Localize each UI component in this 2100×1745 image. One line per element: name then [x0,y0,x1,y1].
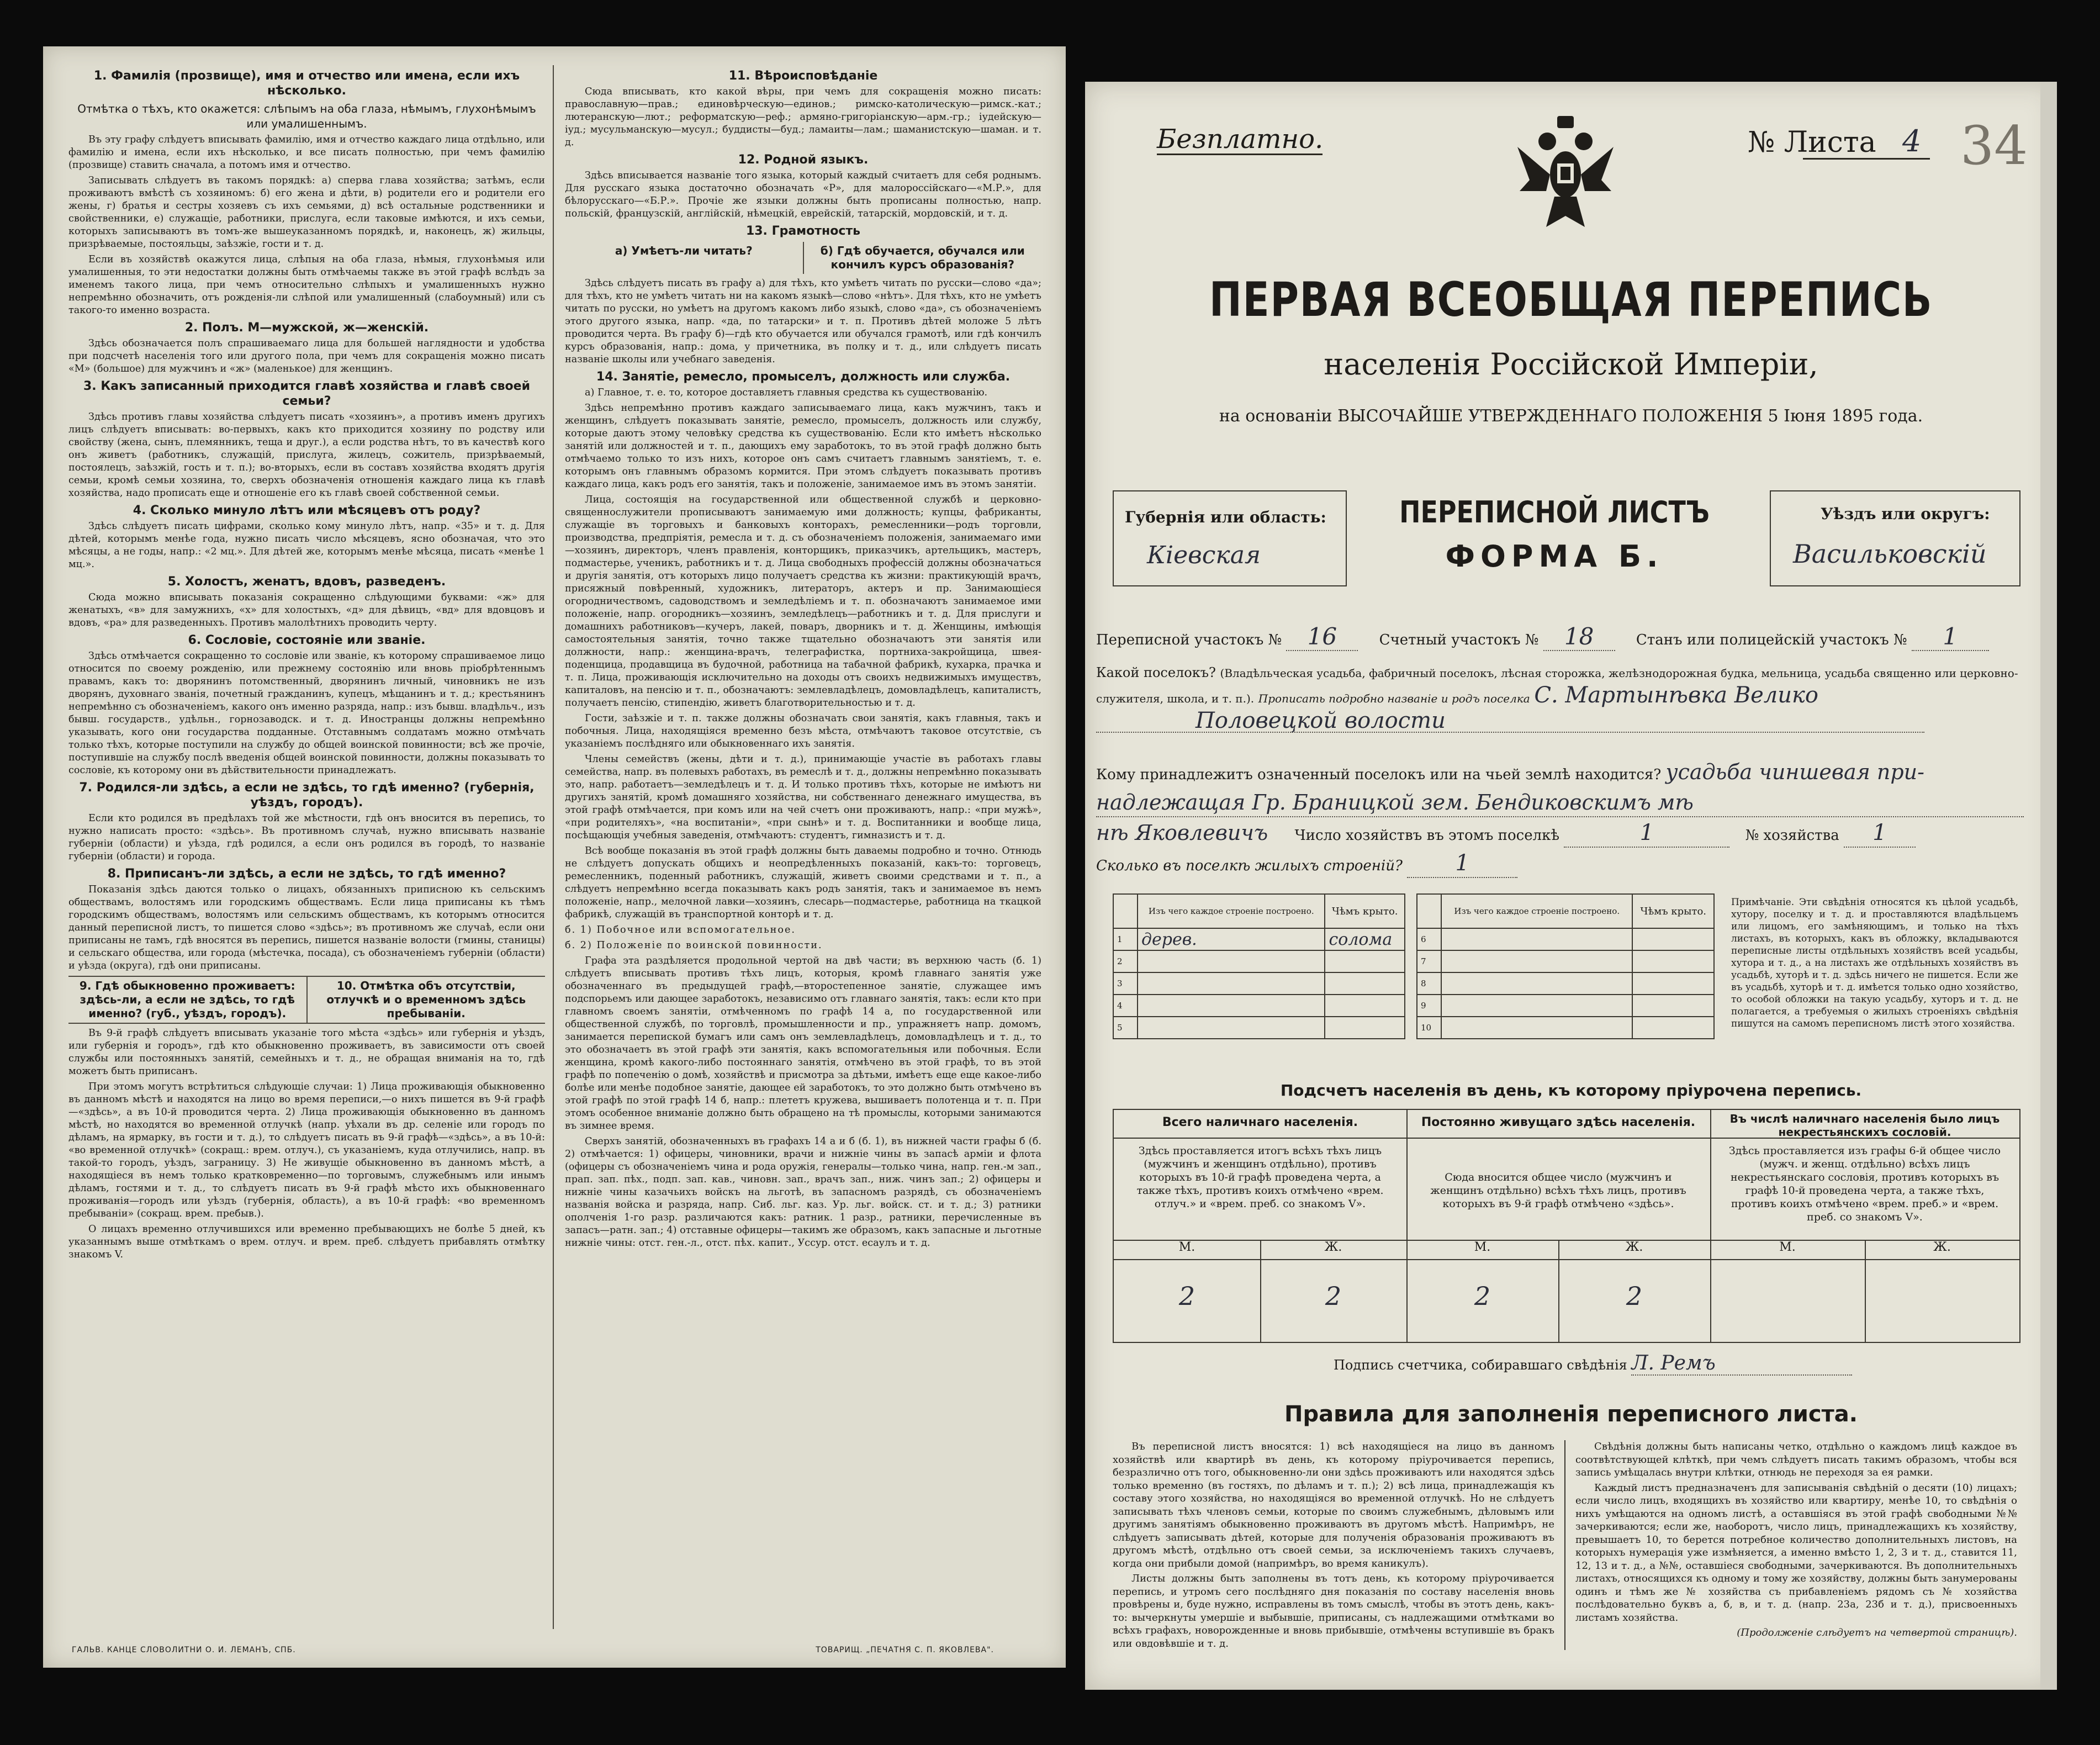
divider [1114,1138,1406,1139]
rules-paragraph: Въ переписной листъ вносятся: 1) всѣ находящіеся на лицо въ данномъ хозяйствѣ или квартирѣ въ день, къ которому пріурочивается перепись, безразлично отъ того, обыкновенно-ли они здѣсь проживаютъ или находятся здѣсь только временно (въ гостяхъ, по дѣламъ и т. п.); 2) всѣ лица, принадлежащія къ составу этого хозяйства, но находящіяся во временной отлучкѣ. Но не слѣдуетъ записывать тѣхъ членовъ семьи, которые по своимъ служебнымъ, дѣловымъ или другимъ занятіямъ обыкновенно проживаютъ въ другомъ мѣстѣ. Напримѣръ, не слѣдуетъ записывать дѣтей, которые для полученія образованія проживаютъ въ другомъ мѣстѣ, отдѣльно отъ своей семьи, за исключеніемъ такихъ случаевъ, когда они прибыли домой (напримѣръ, во время каникулъ). [1113,1441,1554,1569]
count-header-1: Всего наличнаго населенія. [1162,1115,1358,1129]
count-desc-2: Сюда вносится общее число (мужчинъ и женщинъ отдѣльно) всѣхъ тѣхъ лицъ, противъ которыхъ въ 9-й графѣ отмѣчено «здѣсь». [1430,1171,1686,1210]
paragraph: Записывать слѣдуетъ въ такомъ порядкѣ: а) сперва глава хозяйства; затѣмъ, если проживаютъ вмѣстѣ съ хозяиномъ: б) его жена и дѣти, в) родители его и родители его жены, г) братья и сестры хозяевъ съ ихъ семьями, д) всѣ остальные родственники и свойственники, е) служащіе, работники, прислуга, если таковые имѣются, и ихъ семьи, которыхъ записываютъ въ томъ-же вышеуказанномъ порядкѣ, и, наконецъ, ж) жильцы, призрѣваемые, постояльцы, заѣзжіе, гости и т. д. [68,175,545,250]
section-5-title: 5. Холостъ, женатъ, вдовъ, разведенъ. [167,575,446,589]
paragraph: Здѣсь непремѣнно противъ каждаго записываемаго лица, какъ мужчинъ, такъ и женщинъ, слѣдуетъ показывать занятіе, ремесло, промыселъ, должность или службу, которые даютъ этому человѣку средства къ существованію. Если кто имѣетъ нѣсколько занятій или должностей и т. п., дающихъ ему заработокъ, то въ этой графѣ должно быть отмѣчаемо только то изъ нихъ, которое онъ самъ считаетъ главнымъ занятіемъ, т. е. которымъ онъ главнымъ образомъ кормится. При этомъ слѣдуетъ показывать противъ каждаго лица, какъ родъ его занятія, такъ и положеніе, занимаемое имъ въ этомъ занятіи. [565,403,1041,490]
district-label: Переписной участокъ № [1096,632,1282,648]
section-1-title: 1. Фамилія (прозвище), имя и отчество или имена, если ихъ нѣсколько. [93,69,520,98]
settlement-value-1: С. Мартынѣвка Велико [1534,683,1818,708]
census-title: ПЕРВАЯ ВСЕОБЩАЯ ПЕРЕПИСЬ [1209,272,1933,327]
paragraph: При этомъ могутъ встрѣтиться слѣдующіе случаи: 1) Лица проживающія обыкновенно въ данномъ мѣстѣ и находятся на лицо во время переписи,—о нихъ пишется въ 9-й графѣ—«здѣсь», а въ 10-й проводится черта. 2) Лица проживающія обыкновенно въ данномъ мѣстѣ, но находятся во временной отлучкѣ (напр. уѣхали въ др. селеніе или городъ по дѣламъ, на ярмарку, въ гости и т. д.), то слѣдуетъ писать въ 9-й графѣ—«здѣсь», а въ 10-й: «во временной отлучкѣ» (сокращ.: врем. отлуч.), съ указаніемъ, куда отлучились, напр. въ такой-то городъ, уѣздъ, заграницу. 3) Не живущіе обыкновенно въ данномъ мѣстѣ, а находящіеся въ немъ только кратковременно—по торговымъ, служебнымъ или инымъ дѣламъ, гостями и т. д., то слѣдуетъ писать въ 9-й графѣ мѣсто ихъ обыкновеннаго проживанія—городъ или уѣздъ (губернія, область), а въ 10-й графѣ: «во временномъ пребываніи» (сокращ. врем. пребыв.). [68,1081,545,1219]
section-13b: б) Гдѣ обучается, обучался или кончилъ курсъ образованія? [803,242,1042,274]
count-desc-3: Здѣсь проставляется изъ графы 6-й общее число (мужч. и женщ. отдѣльно) всѣхъ лицъ некрестьянскаго сословія, противъ которыхъ въ графѣ 10-й проведена черта, а также тѣхъ, противъ коихъ отмѣчено «врем. преб.» и «врем. преб. со знакомъ V». [1728,1145,2001,1223]
total-female-value: 2 [1325,1281,1342,1311]
free-underline [1157,154,1323,155]
row-number: 2 [1113,950,1138,972]
paragraph: Лица, состоящія на государственной или общественной службѣ и церковно-священнослужители прописываютъ занимаемую ими должность; купцы, фабриканты, служащіе въ торговыхъ и банковыхъ конторахъ, ремесленники—родъ торговли, производства, предпріятія, ремесла и т. д. съ обозначеніемъ положенія, занимаемаго ими—хозяинъ, директоръ, членъ правленія, конторщикъ, приказчикъ, артельщикъ, мастеръ, подмастерье, ученикъ, работникъ и т. д. Лица свободныхъ профессій должны обозначаться и другія занятія, отъ которыхъ лицо получаетъ средства къ жизни: практикующій врачъ, присяжный повѣренный, художникъ, литераторъ, актеръ и пр. Занимающіеся огородничествомъ, садоводствомъ и земледѣліемъ и т. п. обозначаютъ занимаемое ими положеніе, напр. огородникъ—хозяинъ, земледѣлецъ—работникъ и т. д. Для прислуги и домашнихъ работниковъ—кучеръ, лакей, поваръ, дворникъ и т. д. Женщины, имѣющія самостоятельныя занятія, точно также тщательно обозначаютъ эти занятія или должности, напр.: женщина-врачъ, телеграфистка, портниха-закройщица, швея-поденщица, продавщица въ будочной, работница на табачной фабрикѣ, кухарка, прачка и т. п. Лица, проживающія исключительно на доходы отъ своихъ недвижимыхъ имуществъ, капиталовъ, на пенсію и т. п., обозначаютъ: землевладѣлецъ, домовладѣлецъ, капиталистъ, получаетъ пенсію, стипендію, живетъ благотворительностью и т. д. [565,494,1041,708]
row-number: 4 [1113,995,1138,1017]
paragraph: Если кто родился въ предѣлахъ той же мѣстности, гдѣ онъ вносится въ перепись, то нужно написать просто: «здѣсь». Въ противномъ случаѣ, нужно вписывать названіе губерніи (области) и уѣзда, гдѣ родился, а если онъ родился въ городѣ, то названіе губерніи (области) и города. [68,813,545,862]
rules-continuation: (Продолженіе слѣдуетъ на четвертой страницѣ). [1737,1627,2017,1638]
building-1-material: дерев. [1138,928,1325,950]
rules-column-2 [1575,1440,2017,1642]
households-value: 1 [1564,819,1729,848]
paragraph: Сюда вписывать, кто какой вѣры, при чемъ для сокращенія можно писать: православную—прав.; единовѣрческую—единов.; римско-католическую—римск.-кат.; лютеранскую—лют.; реформатскую—реф.; армяно-григоріанскую—арм.-гр.; іудейскую—іуд.; мусульманскую—мусул.; буддисты—буд.; ламаиты—лам.; шаманистскую—шаман. и т. д. [565,86,1041,148]
rules-paragraph: Свѣдѣнія должны быть написаны четко, отдѣльно о каждомъ лицѣ каждое въ соотвѣтствующей клѣткѣ, при чемъ слѣдуетъ писать такимъ образомъ, чтобы вся запись умѣщалась внутри клѣтки, отнюдь не переходя за ея рамки. [1575,1441,2017,1478]
section-3-title: 3. Какъ записанный приходится главѣ хозяйства и главѣ своей семьи? [83,379,530,408]
form-subtitle: ФОРМА Б. [1445,539,1664,574]
buildings-value: 1 [1407,849,1517,878]
section-9-title: 9. Гдѣ обыкновенно проживаетъ: здѣсь-ли, а если не здѣсь, то гдѣ именно? (губ., уѣздъ, городъ). [79,979,295,1020]
owner-value-2: надлежащая Гр. Браницкой зем. Бендиковскимъ мѣ [1096,789,2024,817]
buildings-header-material: Изъ чего каждое строеніе построено. [1138,894,1325,928]
count-desc-1: Здѣсь проставляется итогъ всѣхъ тѣхъ лицъ (мужчинъ и женщинъ отдѣльно), противъ которыхъ въ 10-й графѣ проведена черта, а также тѣхъ, противъ коихъ отмѣчено «врем. отлуч.» и «врем. преб. со знакомъ V». [1136,1145,1384,1210]
count-header-3: Въ числѣ наличнаго населенія было лицъ некрестьянскихъ сословій. [1729,1112,2000,1139]
rules-paragraph: Каждый листъ предназначенъ для записыванія свѣдѣній о десяти (10) лицахъ; если число лицъ, входящихъ въ хозяйство или квартиру, менѣе 10, то свѣдѣнія о нихъ умѣщаются на одномъ листѣ, а оставшіяся въ этой графѣ свободными №№ зачеркиваются; если же, наоборотъ, число лицъ, принадлежащихъ къ хозяйству, превышаетъ 10, то берется потребное количество дополнительныхъ листовъ, на которыхъ нумерація уже измѣняется, а именно вмѣсто 1, 2, 3 и т. д., ставится 11, 12, 13 и т. д., а №№, оставшіеся свободными, зачеркиваются. Въ дополнительныхъ листахъ, относящихся къ одному и тому же хозяйству, должны быть занумерованы одинъ и тѣмъ же № хозяйства съ прибавленіемъ рядомъ съ № хозяйства послѣдовательно буквъ а, б, в, и т. д. (напр. 23а, 23б и т. д.), присвоенныхъ листамъ хозяйства. [1575,1482,2017,1624]
double-headed-eagle-emblem [1513,108,1618,235]
household-number-label: № хозяйства [1745,827,1839,844]
pencil-page-number: 34 [1960,115,2028,177]
section-4-title: 4. Сколько минуло лѣтъ или мѣсяцевъ отъ роду? [133,504,481,517]
rules-column-1 [1113,1440,1554,1652]
household-number-value: 1 [1844,819,1916,848]
sheet-number-underline [1803,158,1930,160]
paragraph: О лицахъ временно отлучившихся или временно пребывающихъ не болѣе 5 дней, къ указаннымъ выше отмѣткамъ о врем. отлуч. и врем. преб. слѣдуетъ прибавлять отмѣтку знакомъ V. [68,1224,545,1260]
settlement-hint-2: Прописать подробно названіе и родъ поселка [1258,692,1530,705]
section-9-10-header [68,976,545,1024]
households-label: Число хозяйствъ въ этомъ поселкѣ [1294,827,1560,844]
signature-line [1334,1352,1852,1376]
count-column-1 [1114,1110,1408,1342]
female-label: Ж. [1625,1240,1643,1254]
paragraph: Члены семействъ (жены, дѣти и т. д.), принимающіе участіе въ работахъ главы семейства, напр. въ полевыхъ работахъ, въ ремеслѣ и т. д., должны непремѣнно показывать это, напр. работаетъ—земледѣлецъ и т. д. И только противъ тѣхъ, которые не имѣютъ ни другихъ занятій, кромѣ домашняго хозяйства, ни собственнаго денежнаго имущества, въ этой графѣ отмѣчается, при комъ или на чей счетъ они проживаютъ, напр.: «при мужѣ», «при родителяхъ», «на воспитаніи», «при сынѣ» и т. д. Воспитанники и вообще лица, посѣщающія учебныя заведенія, отмѣчаютъ: студентъ, гимназистъ и т. д. [565,754,1041,841]
owner-value-3: нѣ Яковлевичъ [1096,821,1268,845]
paragraph: Здѣсь слѣдуетъ писать цифрами, сколько кому минуло лѣтъ, напр. «35» и т. д. Для дѣтей, которымъ менѣе года, нужно писать число мѣсяцевъ, ясно обозначая, что это мѣсяцы, а не годы, напр.: «2 мц.». Для дѣтей же, которымъ менѣе мѣсяца, писать «менѣе 1 мц.». [68,521,545,570]
section-13-subheader [565,242,1041,274]
gubernia-label: Губернія или область: [1125,508,1326,526]
buildings-label: Сколько въ поселкѣ жилыхъ строеній? [1096,858,1403,874]
divider [1865,1240,1866,1342]
population-count-title: Подсчетъ населенія въ день, къ которому пріурочена перепись. [1280,1081,1862,1099]
paragraph: Здѣсь слѣдуетъ писать въ графу а) для тѣхъ, кто умѣетъ читать по русски—слово «да»; для тѣхъ, кто не умѣетъ читать ни на какомъ языкѣ—слово «нѣтъ». Для тѣхъ, кто не умѣетъ читать по русски, но умѣетъ на другомъ какомъ либо языкѣ, слово «да», съ обозначеніемъ этого другого языка, напр. «да, по татарски» и т. п. Противъ дѣтей моложе 5 лѣтъ проводится черта. Въ графу б)—гдѣ кто обучается или обучался грамотѣ, или гдѣ кончилъ курсъ образованія, напр.: дома, у причетника, въ полку и т. д., или слѣдуетъ писать названіе школы или учебнаго заведенія. [565,278,1041,365]
divider [1406,1259,1710,1260]
printer-imprint-right: ТОВАРИЩ. „ПЕЧАТНЯ С. П. ЯКОВЛЕВА". [816,1646,994,1654]
paragraph: Сюда можно вписывать показанія сокращенно слѣдующими буквами: «ж» для женатыхъ, «в» для замужнихъ, «х» для холостыхъ, «д» для дѣвицъ, «вд» для вдовцовъ и вдовъ, «ра» для разведенныхъ. Противъ малолѣтнихъ проводить черту. [68,592,545,628]
section-1-subtitle: Отмѣтка о тѣхъ, кто окажется: слѣпымъ на оба глаза, нѣмымъ, глухонѣмымъ или умалишеннымъ. [77,102,536,130]
paragraph: Если въ хозяйствѣ окажутся лица, слѣпыя на оба глаза, нѣмыя, глухонѣмыя или умалишенныя, то эти недостатки должны быть отмѣчаемы также въ этой графѣ вслѣдъ за именемъ такого лица, при чемъ относительно слѣпыхъ и умалишенныхъ нужно непремѣнно обозначить, отъ рожденія-ли слѣпой или умалишенный (слабоумный) или съ такого-то именно возраста. [68,254,545,316]
left-column-2 [553,65,1041,1629]
rules-title: Правила для заполненія переписного листа. [1284,1402,1858,1427]
male-label: М. [1779,1240,1796,1254]
form-title: ПЕРЕПИСНОЙ ЛИСТЪ [1399,495,1710,530]
paragraph: а) Главное, т. е. то, которое доставляетъ главныя средства къ существованію. [585,387,988,398]
owner-label: Кому принадлежитъ означенный поселокъ или на чьей землѣ находится? [1096,766,1662,783]
buildings-table-left [1113,893,1405,1039]
counting-value: 18 [1543,623,1615,651]
paragraph: Всѣ вообще показанія въ этой графѣ должны быть даваемы подробно и точно. Отнюдь не слѣдуетъ допускать общихъ и неопредѣленныхъ показаній, какъ-то: торговецъ, ремесленникъ, поденный работникъ, служащій, живетъ своими средствами и т. п., а слѣдуетъ непремѣнно всегда показывать какъ родъ занятія, такъ и занимаемое въ немъ положеніе, напр., мелочной лавки—хозяинъ, слесарь—подмастерье, работница на ткацкой фабрикѣ, служащій въ транспортной конторѣ и т. д. [565,845,1041,920]
right-page [1085,82,2057,1690]
male-label: М. [1178,1240,1196,1254]
female-label: Ж. [1324,1240,1342,1254]
district-value: 16 [1286,623,1358,651]
paragraph: Въ 9-й графѣ слѣдуетъ вписывать указаніе того мѣста «здѣсь» или губернія и уѣздъ, или губернія и городъ», гдѣ кто обыкновенно проживаетъ, въ зависимости отъ своей службы или постоянныхъ занятій, семейныхъ и т. д., не обращая вниманія на то, гдѣ можетъ быть приписанъ. [68,1028,545,1077]
buildings-table-right [1416,893,1715,1039]
divider [1710,1259,2019,1260]
form-header-row [1113,490,2018,584]
section-13a: а) Умѣетъ-ли читать? [615,244,753,257]
buildings-header-roof: Чѣмъ крыто. [1632,894,1714,928]
section-6-title: 6. Сословіе, состояніе или званіе. [188,633,426,647]
row-number: 10 [1417,1017,1441,1039]
total-male-value: 2 [1178,1281,1196,1311]
female-label: Ж. [1933,1240,1951,1254]
buildings-header-roof: Чѣмъ крыто. [1325,894,1405,928]
gubernia-box [1113,490,1347,586]
resident-male-value: 2 [1474,1281,1491,1311]
settlement-label: Какой поселокъ? [1096,665,1216,680]
population-count-table [1113,1109,2020,1343]
row-number: 1 [1113,928,1138,950]
section-14b1: б. 1) Побочное или вспомогательное. [565,924,796,935]
paragraph: Здѣсь отмѣчается сокращенно то сословіе или званіе, къ которому спрашиваемое лицо относится по своему рожденію, или прежнему состоянію или вновь пріобрѣтеннымъ правамъ, какъ то: дворянинъ потомственный, дворянинъ личный, чиновникъ не изъ дворянъ, духовнаго званія, почетный гражданинъ, купецъ, мѣщанинъ и т. д.; крестьянинъ непремѣнно съ обозначеніемъ, какого онъ именно разряда, напр.: изъ бывш. владѣльч., изъ бывш. государств., удѣльн., горнозаводск. и т. д. Иностранцы должны непремѣнно указывать, кого они государства подданные. Отставнымъ солдатамъ можно отмѣчать только тѣхъ, которые поступили на службу до общей воинской повинности; всѣ же прочіе, поступившіе на службу послѣ введенія общей воинской повинности, должны показывать то сословіе, къ которому они въ дѣйствительности принадлежатъ. [68,651,545,776]
stan-label: Станъ или полицейскій участокъ № [1636,632,1907,648]
paragraph: Сверхъ занятій, обозначенныхъ въ графахъ 14 а и б (б. 1), въ нижней части графы б (б. 2) отмѣчается: 1) офицеры, чиновники, врачи и нижніе чины въ запасѣ арміи и флота (офицеры съ обозначеніемъ чина и рода оружія, генералы—только чина, напр. ген.-м зап., прап. зап. пѣх., подп. зап. кав., чиновн. зап., врачъ зап., ниж. чинъ зап.; 2) офицеры и нижніе чины казачьихъ войскъ на льготѣ, въ запасномъ разрядѣ, съ обозначеніемъ названія войска и разряда, напр. Сиб. льг. каз. Ур. льг. войск. ст. и т. д.; 3) ратники ополченія 1-го разр. различаются какъ: ратник. 1 разр., ратники, перечисленные въ запасъ—ратн. зап.; 4) отставные офицеры—такимъ же образомъ, какъ запасные и льготные нижніе чины: отст. ген.-л., отст. пѣх. капит., Уссур. отст. есаулъ и т. д. [565,1136,1041,1249]
uezd-value: Васильковскій [1793,539,1987,569]
resident-female-value: 2 [1626,1281,1643,1311]
gubernia-value: Кіевская [1147,541,1261,569]
paragraph: Здѣсь противъ главы хозяйства слѣдуетъ писать «хозяинъ», а противъ именъ другихъ лицъ слѣдуетъ вписывать: во-первыхъ, какъ кто приходится хозяину по родству или свойству (жена, сынъ, племянникъ, теща и друг.), а если родства нѣтъ, то въ качествѣ кого онъ живетъ (работникъ, служащій, прислуга, жилецъ, сожитель, призрѣваемый, постоялецъ, заѣзжій, гость и т. п.); во-вторыхъ, если въ составъ хозяйства входятъ другія семьи, кромѣ семьи хозяина, то, сверхъ обозначенія отношенія каждаго лица къ главѣ хозяйства, надо прописать еще и отношеніе его къ главѣ своей собственной семьи. [68,411,545,499]
signature-value: Л. Ремъ [1631,1352,1852,1376]
free-label: Безплатно. [1157,124,1324,155]
building-1-roof: солома [1325,928,1405,950]
row-number: 9 [1417,995,1441,1017]
count-header-2: Постоянно живущаго здѣсь населенія. [1421,1115,1696,1129]
paragraph: Гости, заѣзжіе и т. п. также должны обозначать свои занятія, какъ главныя, такъ и побочныя. Лица, находящіяся временно безъ мѣста, отмѣчаютъ таковое отсутствіе, съ указаніемъ послѣдняго или обыкновеннаго ихъ занятія. [565,713,1041,749]
row-number: 7 [1417,950,1441,972]
counting-label: Счетный участокъ № [1379,632,1539,648]
row-number: 6 [1417,928,1441,950]
owner-value-1: усадьба чиншевая при- [1665,760,1924,784]
settlement-value-2: Половецкой волости [1096,710,1924,733]
section-14-title: 14. Занятіе, ремесло, промыселъ, должность или служба. [596,370,1011,384]
paragraph: Здѣсь обозначается полъ спрашиваемаго лица для большей наглядности и удобства при подсчетѣ населенія того или другого пола, при чемъ для сокращенія можно писать «М» (большое) для мужчинъ и «ж» (маленькое) для женщинъ. [68,338,545,374]
left-column-1 [68,65,545,1629]
section-7-title: 7. Родился-ли здѣсь, а если не здѣсь, то гдѣ именно? (губернія, уѣздъ, городъ). [79,781,535,810]
section-10-title: 10. Отмѣтка объ отсутствіи, отлучкѣ и о временномъ здѣсь пребываніи. [306,977,546,1023]
divider [1114,1259,1406,1260]
count-column-2 [1406,1110,1711,1342]
stan-value: 1 [1912,623,1989,651]
paragraph: Показанія здѣсь даются только о лицахъ, обязанныхъ приписною къ сельскимъ обществамъ, волостямъ или городскимъ обществамъ. Если лица приписаны къ тѣмъ городскимъ обществамъ, волостямъ или сельскимъ обществамъ, къ которымъ относится данный переписной листъ, то пишется слово «здѣсь»; въ противномъ же случаѣ, если они приписаны не тамъ, гдѣ вносятся въ перепись, пишется названіе волости (гмины, станицы) и сельскаго общества, или города (мѣстечка, посада), съ обозначеніемъ губерніи (области) и уѣзда (округа), гдѣ они приписаны. [68,884,545,971]
rules-paragraph: Листы должны быть заполнены въ тотъ день, къ которому пріурочивается перепись, и утромъ сего послѣдняго дня показанія по составу населенія вновь провѣрены и, буде нужно, исправлены въ томъ смыслѣ, чтобы въ этотъ день, какъ-то: вычеркнуты умершіе и выбывшіе, приписаны, съ надлежащими отмѣтками во всѣхъ графахъ, новорожденные и вновь прибывшіе, отмѣчены вступившіе въ бракъ или овдовѣвшіе и т. д. [1113,1573,1554,1649]
census-basis: на основаніи ВЫСОЧАЙШЕ УТВЕРЖДЕННАГО ПОЛОЖЕНІЯ 5 Іюня 1895 года. [1219,406,1923,426]
section-11-title: 11. Вѣроисповѣданіе [728,69,878,83]
signature-label: Подпись счетчика, собиравшаго свѣдѣнія [1334,1357,1627,1373]
divider [1406,1138,1710,1139]
row-number: 8 [1417,972,1441,995]
uezd-label: Уѣздъ или округъ: [1821,505,1990,523]
section-2-title: 2. Полъ. М—мужской, ж—женскій. [184,321,429,335]
row-number: 5 [1113,1017,1138,1039]
section-12-title: 12. Родной языкъ. [738,153,869,167]
male-label: М. [1474,1240,1491,1254]
settlement-block [1096,662,2035,734]
rules-divider [1564,1440,1565,1650]
sheet-number-value: 4 [1902,124,1922,158]
sheet-number-label: № Листа [1748,126,1876,159]
settlement-hint: (Владѣльческая усадьба, фабричный поселокъ, лѣсная сторожка, желѣзнодорожная будка, мельница, усадьба священно или церковно-служителя, школа, и т. п.). [1096,667,2018,705]
printer-imprint-left: ГАЛЬВ. КАНЦЕ СЛОВОЛИТНИ О. И. ЛЕМАНЪ, СПБ. [72,1646,296,1654]
owner-block [1096,758,2035,880]
row-number: 3 [1113,972,1138,995]
count-column-3 [1710,1110,2019,1342]
section-13-title: 13. Грамотность [745,224,861,238]
section-14b2: б. 2) Положеніе по воинской повинности. [565,940,823,951]
buildings-header-material: Изъ чего каждое строеніе построено. [1441,894,1632,928]
paragraph: Въ эту графу слѣдуетъ вписывать фамилію, имя и отчество каждаго лица отдѣльно, или фамилію и имена, если ихъ нѣсколько, и все писать полностью, при чемъ фамилію (прозвище) ставить сначала, а потомъ имя и отчество. [68,134,545,171]
left-page [43,46,1066,1668]
divider [1710,1138,2019,1139]
section-8-title: 8. Приписанъ-ли здѣсь, а если не здѣсь, то гдѣ именно? [107,867,506,881]
page-edge-strip [2040,82,2057,1690]
paragraph: Графа эта раздѣляется продольной чертой на двѣ части; въ верхнюю часть (б. 1) слѣдуетъ вписывать противъ тѣхъ лицъ, которыя, кромѣ главнаго занятія уже обозначеннаго въ предыдущей графѣ,—второстепенное занятіе, служащее имъ подспорьемъ или дающее заработокъ, независимо отъ главнаго занятія, такъ: если кто при главномъ своемъ занятіи, отмѣченномъ по графѣ 14 а, по государственной или общественной службѣ, по торговлѣ, промышленности и пр., упражняетъ напр. домомъ, занимается перепиской бумагъ или самъ онъ землевладѣлецъ, домовладѣлецъ и т. д., то это обозначаетъ въ этой графѣ эти занятія, какъ вспомогательныя или побочныя. Если женщина, кромѣ какого-либо постояннаго занятія, отмѣчено въ этой графѣ, то въ этой графѣ по попеченію о домѣ, хозяйствѣ и присмотра за дѣтьми, имѣетъ еще еще какое-либо болѣе или менѣе подобное занятіе, дающее ей заработокъ, то это должно быть отмѣчено въ этой графѣ по этой графѣ 14 б, напр.: плететъ кружева, вышиваетъ полотенца и т. п. При этомъ особенное вниманіе должно быть обращено на тѣ промыслы, которыми занимаются въ зимнее время. [565,955,1041,1131]
buildings-note: Примѣчаніе. Эти свѣдѣнія относятся къ цѣлой усадьбѣ, хутору, поселку и т. д. и проставляются владѣльцемъ или лицомъ, его замѣняющимъ, и только на тѣхъ листахъ, въ которыхъ, какъ въ обложку, вкладываются переписные листы отдѣльныхъ хозяйствъ всей усадьбы, хутора и т. д., а на листахъ же отдѣльныхъ хозяйствъ въ усадьбѣ, хуторѣ и т. д. здѣсь ничего не пишется. Если же въ усадьбѣ, хуторѣ и т. д. имѣется только одно хозяйство, то особой обложки на такую усадьбу, хуторъ и т. д. не полагается, а требуемыя о жилыхъ строеніяхъ свѣдѣнія пишутся на самомъ переписномъ листѣ этого хозяйства. [1731,897,2018,1029]
paragraph: Здѣсь вписывается названіе того языка, который каждый считаетъ для себя роднымъ. Для русскаго языка достаточно обозначать «Р», для малороссійскаго—«М.Р.», для бѣлорусскаго—«Б.Р.». Прочіе же языки должны быть прописаны полностью, напр. польскій, французскій, англійскій, нѣмецкій, еврейскій, татарскій, мордовскій, и т. д. [565,170,1041,219]
uezd-box [1770,490,2020,586]
census-subtitle: населенія Россійской Имперіи, [1324,347,1818,382]
district-line [1096,623,1989,651]
